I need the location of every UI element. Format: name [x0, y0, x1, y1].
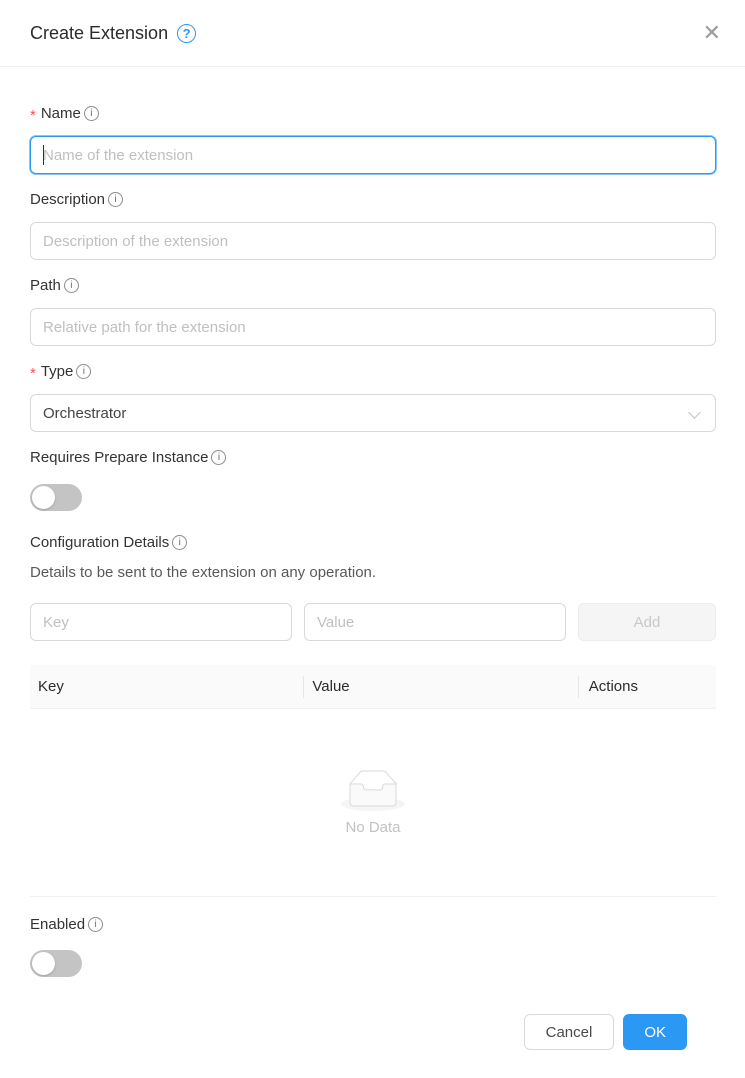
rpi-label-row — [30, 447, 716, 468]
configuration-details-section — [30, 532, 716, 897]
configuration-details-label: Configuration Details — [30, 534, 170, 551]
name-input-wrap — [30, 136, 716, 174]
config-table-header — [30, 665, 716, 709]
name-field — [30, 103, 716, 174]
description-label: Description — [30, 191, 106, 208]
inbox-icon — [341, 770, 405, 811]
type-label: Type — [40, 363, 74, 380]
enabled-toggle[interactable] — [30, 950, 82, 977]
ok-button[interactable]: OK — [623, 1014, 687, 1050]
config-kv-row — [30, 603, 716, 641]
requires-prepare-instance-field — [30, 447, 716, 511]
path-label-row — [30, 275, 716, 296]
info-icon[interactable]: i — [64, 278, 79, 293]
config-key-input[interactable] — [30, 603, 292, 641]
enabled-field — [30, 914, 716, 977]
description-input-wrap — [30, 222, 716, 260]
type-label-row — [30, 361, 716, 382]
config-value-input[interactable] — [304, 603, 566, 641]
info-icon[interactable]: i — [172, 535, 187, 550]
switch-knob — [32, 952, 55, 975]
required-asterisk: * — [30, 107, 36, 124]
info-icon[interactable]: i — [84, 106, 99, 121]
empty-state — [30, 709, 716, 897]
column-header-key: Key — [30, 665, 304, 708]
chevron-down-icon — [688, 406, 701, 419]
path-field — [30, 275, 716, 346]
type-select-value: Orchestrator — [43, 404, 127, 422]
info-icon[interactable]: i — [211, 450, 226, 465]
type-select[interactable] — [30, 394, 716, 432]
enabled-label-row — [30, 914, 716, 935]
column-header-value: Value — [304, 665, 578, 708]
config-details-help-text: Details to be sent to the extension on any operation. — [30, 564, 377, 581]
description-input[interactable] — [30, 222, 716, 260]
name-label: Name — [40, 105, 81, 122]
page-title: Create Extension — [30, 22, 169, 43]
info-icon[interactable]: i — [76, 364, 91, 379]
description-field — [30, 189, 716, 260]
column-header-actions: Actions — [588, 678, 638, 695]
description-label-row — [30, 189, 716, 210]
no-data-text: No Data — [345, 818, 401, 836]
config-details-label-row — [30, 532, 716, 553]
path-input-wrap — [30, 308, 716, 346]
modal-body — [0, 67, 745, 1050]
question-circle-icon[interactable]: ? — [177, 24, 196, 43]
close-icon[interactable]: ✕ — [702, 20, 721, 45]
add-button[interactable]: Add — [578, 603, 716, 641]
text-caret — [43, 145, 44, 165]
info-icon[interactable]: i — [88, 917, 103, 932]
requires-prepare-instance-label: Requires Prepare Instance — [30, 449, 209, 466]
name-label-row — [30, 103, 716, 124]
path-input[interactable] — [30, 308, 716, 346]
type-field — [30, 361, 716, 432]
enabled-label: Enabled — [30, 916, 86, 933]
modal-footer — [30, 1014, 716, 1050]
switch-knob — [32, 486, 55, 509]
requires-prepare-instance-toggle[interactable] — [30, 484, 82, 511]
info-icon[interactable]: i — [108, 192, 123, 207]
modal-header — [0, 0, 745, 67]
path-label: Path — [30, 277, 61, 294]
required-asterisk: * — [30, 365, 36, 382]
name-input[interactable] — [30, 136, 716, 174]
cancel-button[interactable]: Cancel — [524, 1014, 615, 1050]
